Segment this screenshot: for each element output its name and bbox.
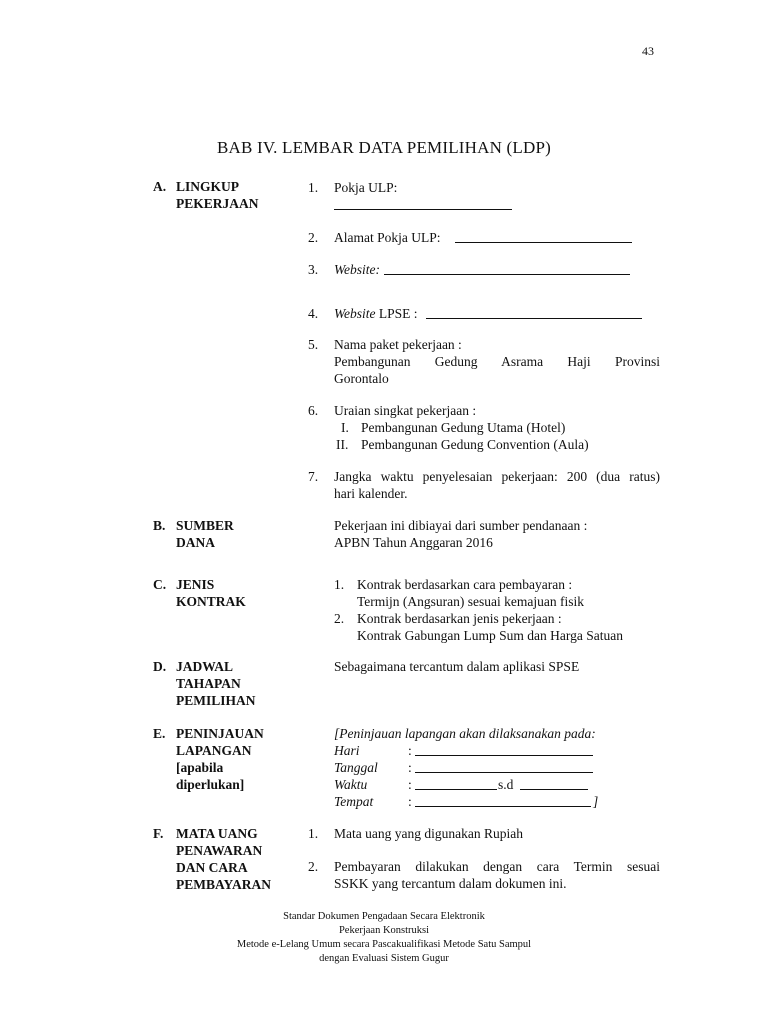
website-lpse-label: [334, 305, 418, 322]
section-b-label: [176, 517, 234, 551]
website-word: Website: [334, 306, 376, 321]
colon: :: [408, 760, 412, 775]
tanggal-blank: [415, 760, 593, 773]
kontrak-cara-label: Kontrak berdasarkan cara pembayaran :: [357, 577, 573, 592]
section-e-letter: E.: [153, 726, 166, 741]
roman-numeral: I.: [341, 420, 349, 435]
tempat-blank: [415, 794, 591, 807]
waktu-start-blank: [415, 777, 497, 790]
pembayaran-text-cont: SSKK yang tercantum dalam dokumen ini.: [334, 876, 567, 891]
nama-paket-value: Pembangunan Gedung Asrama Haji Provinsi: [334, 354, 660, 369]
footer-line: Standar Dokumen Pengadaan Secara Elektronik: [283, 911, 485, 922]
page-title: BAB IV. LEMBAR DATA PEMILIHAN (LDP): [216, 138, 551, 157]
section-c-letter: C.: [153, 577, 167, 592]
item-number: 3.: [308, 262, 319, 277]
uraian-item: Pembangunan Gedung Convention (Aula): [361, 437, 589, 452]
uraian-item: Pembangunan Gedung Utama (Hotel): [361, 420, 566, 435]
item-number: 4.: [308, 306, 319, 321]
roman-numeral: II.: [336, 437, 349, 452]
item-number: 5.: [308, 337, 319, 352]
section-f-label-line: DAN CARA: [176, 860, 248, 875]
kontrak-jenis-value: Kontrak Gabungan Lump Sum dan Harga Satuan: [357, 628, 623, 643]
hari-label: Hari: [334, 743, 360, 758]
footer-line: dengan Evaluasi Sistem Gugur: [319, 953, 449, 964]
item-number: 2.: [308, 230, 319, 245]
section-b-label-line: DANA: [176, 535, 215, 550]
jangka-waktu-text-cont: hari kalender.: [334, 486, 408, 501]
alamat-pokja-label: Alamat Pokja ULP:: [334, 230, 441, 245]
section-a-label-line: PEKERJAAN: [176, 196, 259, 211]
tempat-label: Tempat: [334, 794, 374, 809]
nama-paket-value-cont: Gorontalo: [334, 371, 389, 386]
section-c-label-line: JENIS: [176, 577, 215, 592]
item-number: 1.: [334, 577, 345, 592]
section-a-label: [176, 178, 259, 212]
waktu-label: Waktu: [334, 777, 368, 792]
section-d-label-line: PEMILIHAN: [176, 693, 256, 708]
colon: :: [408, 743, 412, 758]
item-number: 1.: [308, 826, 319, 841]
footer-line: Pekerjaan Konstruksi: [338, 925, 430, 936]
section-f-label-line: MATA UANG: [176, 826, 258, 841]
colon: :: [408, 777, 412, 792]
jangka-waktu-text: Jangka waktu penyelesaian pekerjaan: 200 (dua ratus): [334, 469, 660, 484]
website-lpse-blank: [426, 306, 642, 319]
waktu-end-blank: [520, 777, 588, 790]
section-b-label-line: SUMBER: [176, 518, 234, 533]
pokja-ulp-label: Pokja ULP:: [334, 180, 398, 195]
section-d-label-line: TAHAPAN: [176, 676, 241, 691]
website-blank: [384, 262, 630, 275]
item-number: 1.: [308, 180, 319, 195]
closing-bracket: ]: [593, 794, 599, 809]
section-d-label: [176, 658, 256, 709]
colon: :: [408, 794, 412, 809]
jadwal-text: Sebagaimana tercantum dalam aplikasi SPSE: [334, 659, 580, 674]
item-number: 6.: [308, 403, 319, 418]
section-b-letter: B.: [153, 518, 166, 533]
uraian-label: Uraian singkat pekerjaan :: [334, 403, 477, 418]
section-d-letter: D.: [153, 659, 167, 674]
hari-blank: [415, 743, 593, 756]
item-number: 7.: [308, 469, 319, 484]
section-a-label-line: LINGKUP: [176, 179, 240, 194]
nama-paket-label: Nama paket pekerjaan :: [334, 337, 462, 352]
kontrak-cara-value: Termijn (Angsuran) sesuai kemajuan fisik: [357, 594, 584, 609]
tanggal-label: Tanggal: [334, 760, 378, 775]
section-f-letter: F.: [153, 826, 164, 841]
pokja-ulp-blank: [334, 197, 512, 210]
pembayaran-text: Pembayaran dilakukan dengan cara Termin sesuai: [334, 859, 660, 874]
section-d-label-line: JADWAL: [176, 659, 234, 674]
item-number: 2.: [308, 859, 319, 874]
mata-uang-text: Mata uang yang digunakan Rupiah: [334, 826, 523, 841]
section-c-label: [176, 576, 246, 610]
alamat-pokja-blank: [455, 230, 632, 243]
kontrak-jenis-label: Kontrak berdasarkan jenis pekerjaan :: [357, 611, 562, 626]
section-c-label-line: KONTRAK: [176, 594, 246, 609]
footer-line: Metode e-Lelang Umum secara Pascakualifikasi Metode Satu Sampul: [236, 939, 532, 950]
section-e-label: [176, 725, 264, 793]
waktu-sd: s.d: [498, 777, 514, 792]
section-e-label-line: [apabila: [176, 760, 224, 775]
section-f-label-line: PENAWARAN: [176, 843, 263, 858]
section-f-label-line: PEMBAYARAN: [176, 877, 272, 892]
sumber-dana-value: APBN Tahun Anggaran 2016: [334, 535, 493, 550]
section-f-label: [176, 825, 271, 893]
lpse-word: LPSE :: [375, 306, 418, 321]
section-e-label-line: diperlukan]: [176, 777, 245, 792]
section-a-letter: A.: [153, 179, 167, 194]
website-label: Website:: [334, 262, 380, 277]
sumber-dana-text: Pekerjaan ini dibiayai dari sumber pendanaan :: [334, 518, 588, 533]
item-number: 2.: [334, 611, 345, 626]
section-e-label-line: PENINJAUAN: [176, 726, 264, 741]
page-number: 43: [642, 44, 654, 58]
section-e-label-line: LAPANGAN: [176, 743, 252, 758]
footer: [0, 910, 768, 966]
peninjauan-intro: [Peninjauan lapangan akan dilaksanakan pada:: [334, 726, 596, 741]
